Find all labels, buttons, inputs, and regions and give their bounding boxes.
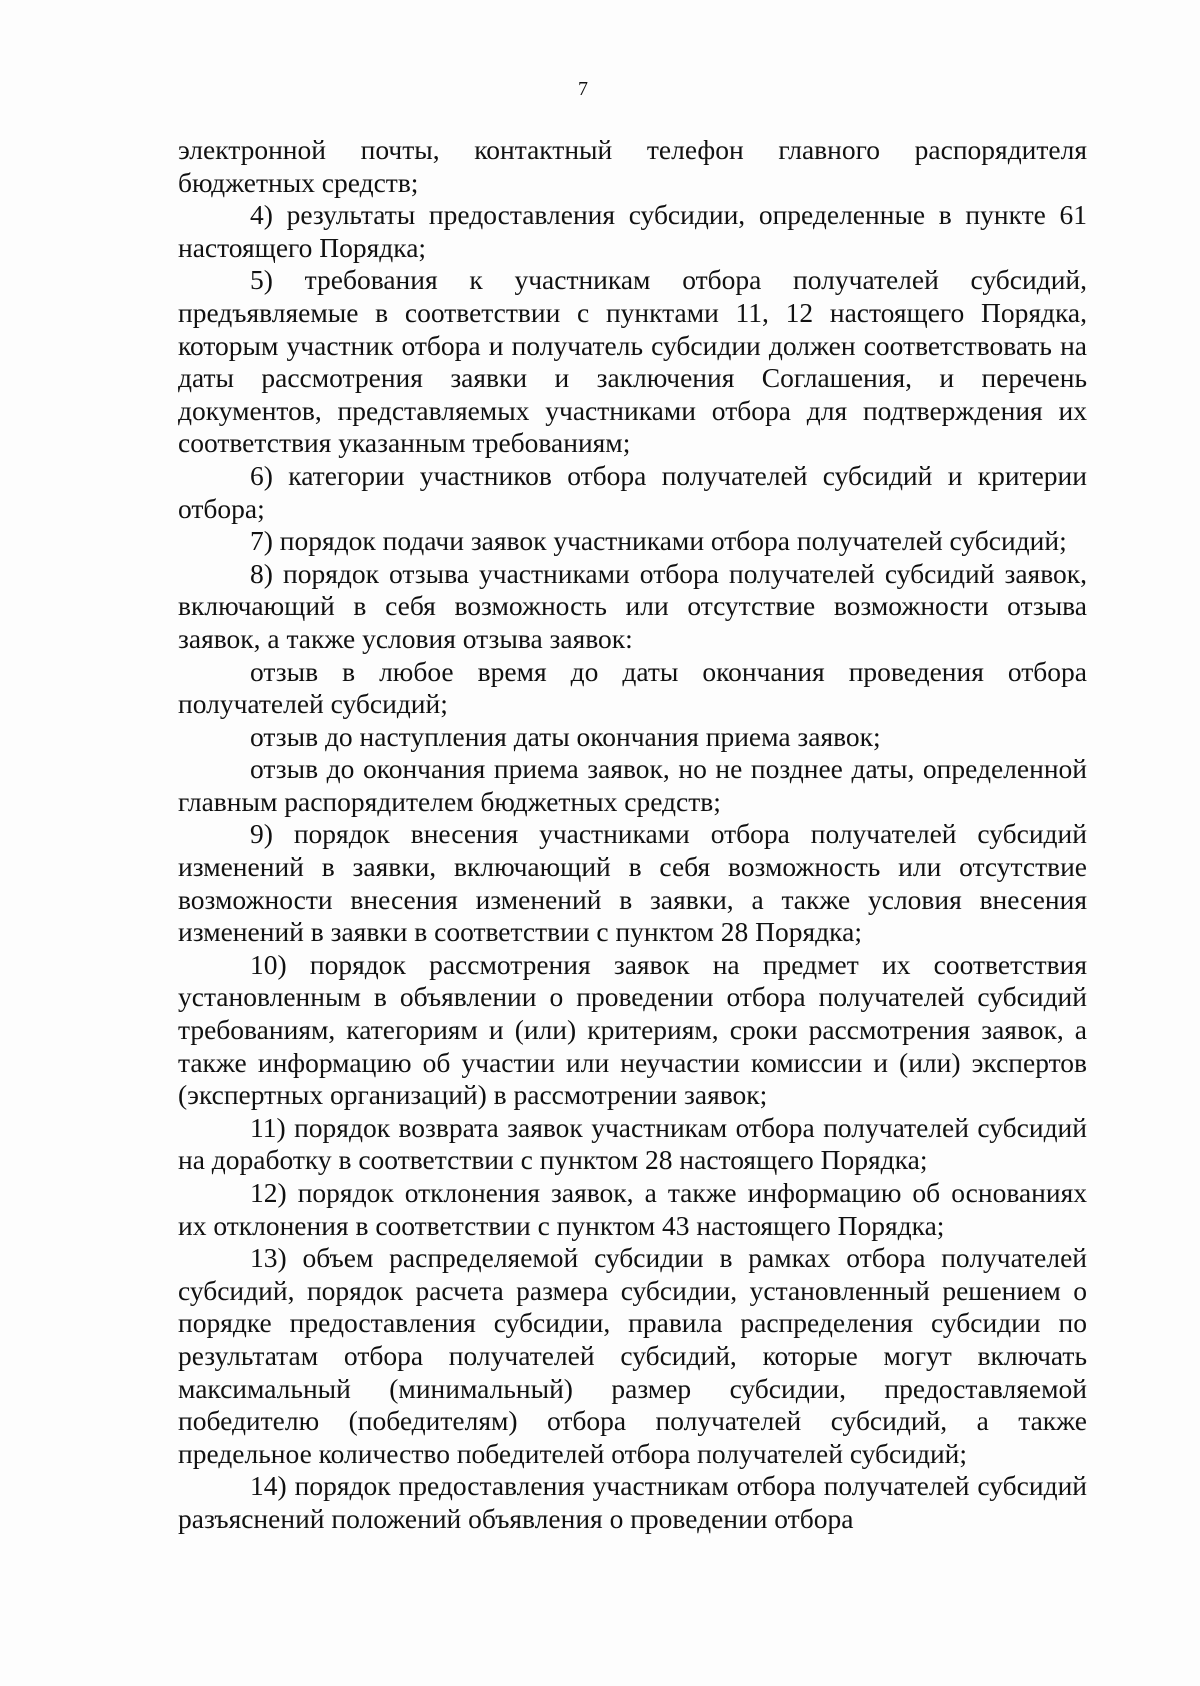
paragraph-item-9: 9) порядок внесения участниками отбора получателей субсидий изменений в заявки, включающий в себя возможность или отсутствие возможности внесения изменений в заявки, а также условия внесения изменений в заявки в соответствии с пунктом 28 Порядка;	[178, 818, 1087, 948]
paragraph-item-5: 5) требования к участникам отбора получателей субсидий, предъявляемые в соответствии с пунктами 11, 12 настоящего Порядка, которым участник отбора и получатель субсидии должен соответствовать на даты рассмотрения заявки и заключения Соглашения, и перечень документов, представляемых участниками отбора для подтверждения их соответствия указанным требованиям;	[178, 264, 1087, 459]
paragraph-item-13: 13) объем распределяемой субсидии в рамках отбора получателей субсидий, порядок расчета размера субсидии, установленный решением о порядке предоставления субсидии, правила распределения субсидии по результатам отбора получателей субсидий, которые могут включать максимальный (минимальный) размер субсидии, предоставляемой победителю (победителям) отбора получателей субсидий, а также предельное количество победителей отбора получателей субсидий;	[178, 1242, 1087, 1469]
paragraph-item-8-option-1: отзыв в любое время до даты окончания проведения отбора получателей субсидий;	[178, 655, 1087, 720]
paragraph-item-10: 10) порядок рассмотрения заявок на предмет их соответствия установленным в объявлении о проведении отбора получателей субсидий требованиям, категориям и (или) критериям, сроки рассмотрения заявок, а также информацию об участии или неучастии комиссии и (или) экспертов (экспертных организаций) в рассмотрении заявок;	[178, 948, 1087, 1111]
paragraph-item-11: 11) порядок возврата заявок участникам отбора получателей субсидий на доработку в соответствии с пунктом 28 настоящего Порядка;	[178, 1111, 1087, 1176]
paragraph-item-8-option-3: отзыв до окончания приема заявок, но не позднее даты, определенной главным распорядителем бюджетных средств;	[178, 753, 1087, 817]
page-number: 7	[578, 78, 588, 100]
paragraph-item-8-option-2: отзыв до наступления даты окончания приема заявок;	[250, 720, 881, 752]
document-body	[178, 134, 1087, 1536]
paragraph-contact-continuation: электронной почты, контактный телефон главного распорядителя бюджетных средств;	[178, 134, 1087, 198]
paragraph-item-6: 6) категории участников отбора получателей субсидий и критерии отбора;	[178, 459, 1087, 524]
paragraph-item-14: 14) порядок предоставления участникам отбора получателей субсидий разъяснений положений объявления о проведении отбора	[178, 1470, 1087, 1534]
paragraph-item-4: 4) результаты предоставления субсидии, определенные в пункте 61 настоящего Порядка;	[178, 199, 1087, 263]
paragraph-item-7: 7) порядок подачи заявок участниками отбора получателей субсидий;	[250, 525, 1067, 557]
paragraph-item-12: 12) порядок отклонения заявок, а также информацию об основаниях их отклонения в соответствии с пунктом 43 настоящего Порядка;	[178, 1177, 1087, 1241]
paragraph-item-8: 8) порядок отзыва участниками отбора получателей субсидий заявок, включающий в себя возможность или отсутствие возможности отзыва заявок, а также условия отзыва заявок:	[178, 557, 1087, 654]
